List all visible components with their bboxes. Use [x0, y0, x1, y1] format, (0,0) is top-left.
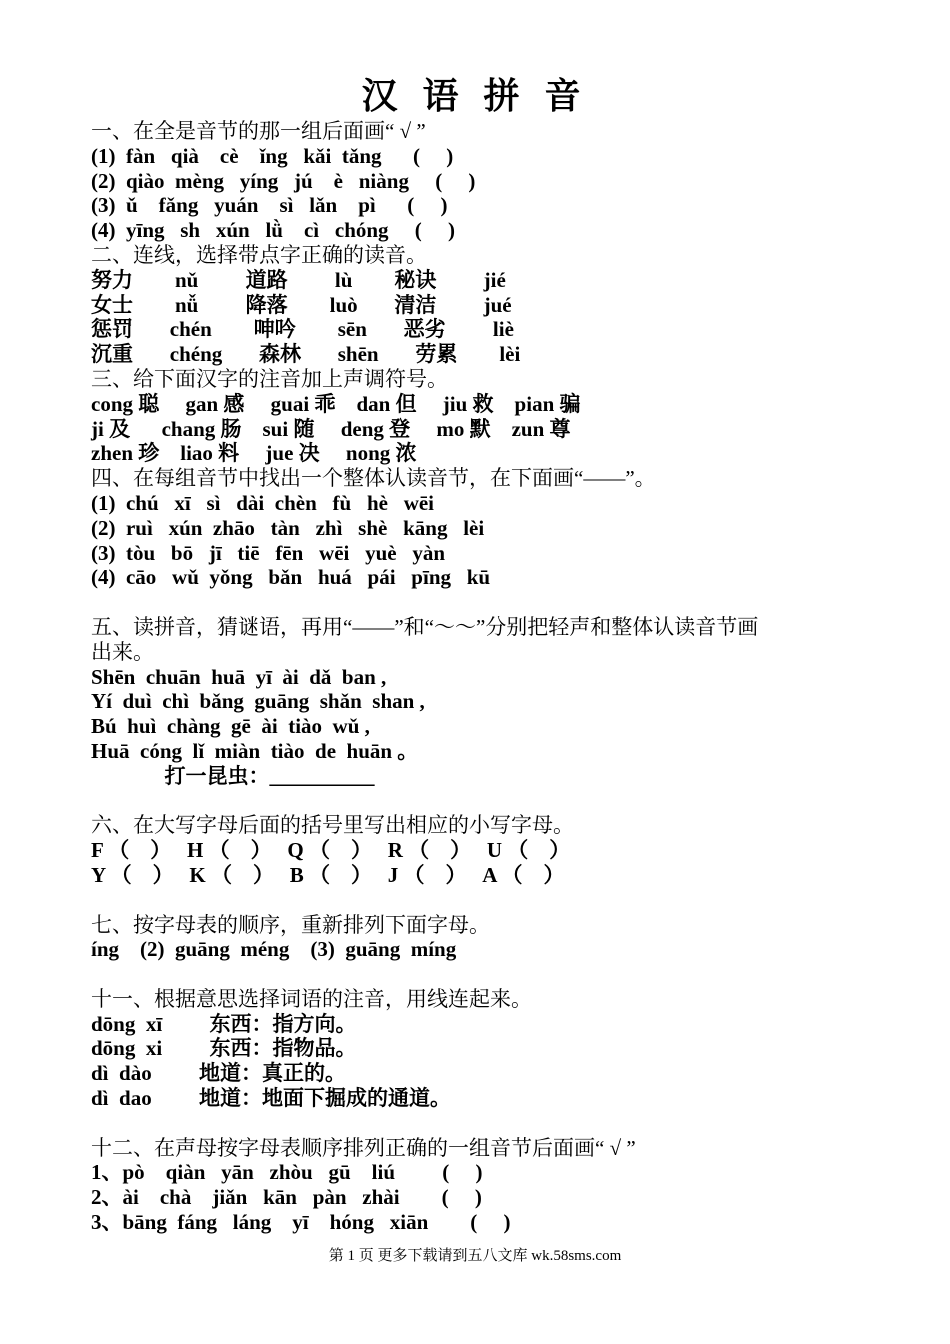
section-heading: 一、在全是音节的那一组后面画“ √ ”: [91, 119, 426, 143]
exercise-line: (4) cāo wǔ yǒng bǎn huá pái pīng kū: [91, 565, 491, 590]
exercise-line: Huā cóng lǐ miàn tiào de huān 。: [91, 738, 419, 763]
worksheet-content: [91, 119, 881, 1235]
exercise-line: (3) ǔ fǎng yuán sì lǎn pì ( ): [91, 193, 448, 218]
exercise-line: 打一昆虫：__________: [91, 763, 375, 788]
section-heading: 六、在大写字母后面的括号里写出相应的小写字母。: [91, 813, 574, 838]
exercise-line: dōng xi 东西：指物品。: [91, 1036, 357, 1061]
blank-line: [91, 962, 881, 987]
blank-line: [91, 1111, 881, 1136]
exercise-line: dōng xī 东西：指方向。: [91, 1011, 357, 1036]
blank-line: [91, 789, 881, 814]
section-heading: 十二、在声母按字母表顺序排列正确的一组音节后面画“ √ ”: [91, 1135, 636, 1160]
blank-line: [91, 888, 881, 913]
exercise-line: (1) chú xī sì dài chèn fù hè wēi: [91, 490, 435, 515]
exercise-line: Shēn chuān huā yī ài dǎ ban ,: [91, 664, 387, 689]
exercise-line: 2、ài chà jiǎn kān pàn zhài ( ): [91, 1185, 482, 1210]
section-heading: 二、连线，选择带点字正确的读音。: [91, 242, 427, 267]
exercise-line: dì dao 地道：地面下掘成的通道。: [91, 1086, 451, 1111]
exercise-line: Bú huì chàng gē ài tiào wǔ ,: [91, 714, 370, 739]
exercise-line: zhen 珍 liao 料 jue 决 nong 浓: [91, 441, 417, 466]
exercise-line: 女士 nǚ 降落 luò 清洁 jué: [91, 292, 512, 317]
exercise-line: (1) fàn qià cè ǐng kǎi tǎng ( ): [91, 143, 454, 168]
section-heading: 七、按字母表的顺序，重新排列下面字母。: [91, 912, 490, 937]
section-heading: 四、在每组音节中找出一个整体认读音节，在下面画“——”。: [91, 466, 656, 491]
exercise-line: (4) yīng sh xún lǜ cì chóng ( ): [91, 218, 456, 243]
exercise-line: 努力 nǔ 道路 lù 秘诀 jié: [91, 267, 506, 292]
exercise-line: dì dào 地道：真正的。: [91, 1061, 346, 1086]
page-footer: 第 1 页 更多下载请到五八文库 wk.58sms.com: [328, 1248, 622, 1264]
exercise-line: (3) tòu bō jī tiē fēn wēi yuè yàn: [91, 540, 446, 565]
exercise-line: 3、bāng fáng láng yī hóng xiān ( ): [91, 1210, 511, 1235]
blank-line: [91, 590, 881, 615]
exercise-line: Yí duì chì bǎng guāng shǎn shan ,: [91, 689, 425, 714]
section-heading: 三、给下面汉字的注音加上声调符号。: [91, 366, 448, 391]
exercise-line: 1、pò qiàn yān zhòu gū liú ( ): [91, 1160, 483, 1185]
page-title: 汉 语 拼 音: [361, 76, 589, 116]
exercise-line: (2) ruì xún zhāo tàn zhì shè kāng lèi: [91, 515, 485, 540]
exercise-line: (2) qiào mèng yíng jú è niàng ( ): [91, 168, 476, 193]
exercise-line: F （ ） H （ ） Q （ ） R （ ） U （ ）: [91, 838, 571, 863]
section-heading: 五、读拼音，猜谜语，再用“——”和“～～”分别把轻声和整体认读音节画: [91, 614, 759, 639]
exercise-line: Y （ ） K （ ） B （ ） J （ ） A （ ）: [91, 862, 565, 887]
exercise-line: ji 及 chang 肠 sui 随 deng 登 mo 默 zun 尊: [91, 416, 571, 441]
exercise-line: 沉重 chéng 森林 shēn 劳累 lèi: [91, 342, 521, 367]
exercise-line: cong 聪 gan 感 guai 乖 dan 但 jiu 救 pian 骗: [91, 391, 581, 416]
section-heading: 十一、根据意思选择词语的注音，用线连起来。: [91, 986, 532, 1011]
exercise-line: íng (2) guāng méng (3) guāng míng: [91, 937, 457, 962]
exercise-line: 惩罚 chén 呻吟 sēn 恶劣 liè: [91, 317, 514, 342]
section-heading: 出来。: [91, 639, 154, 664]
